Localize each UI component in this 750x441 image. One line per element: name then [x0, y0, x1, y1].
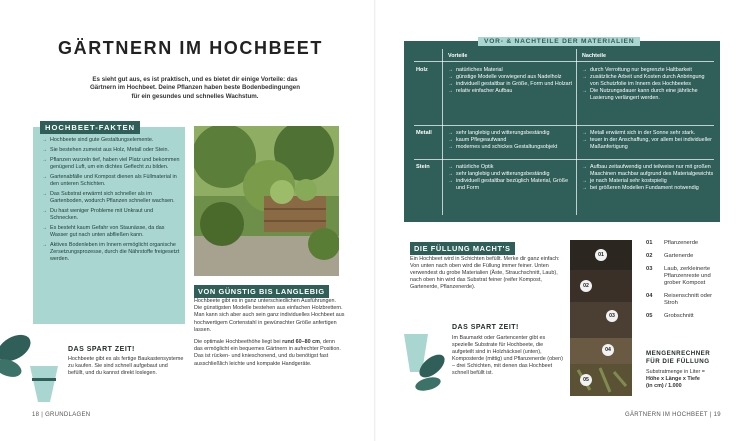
- layer-item: [646, 313, 722, 320]
- tip-body: Im Baumarkt oder Gartencenter gibt es spezielle Substrate für Hochbeete, die aufgeteilt sind in Holzhäcksel (unten), Komposterde (mittig) und Pflanzenerde (oben) – drei Schichten, mit denen das Hochbeet schnell befüllt ist.: [452, 335, 563, 376]
- cell-stein-vorteile: [448, 164, 574, 192]
- materials-table: [404, 41, 720, 222]
- section-title-von-guenstig: VON GÜNSTIG BIS LANGLEBIG: [194, 285, 329, 298]
- layer-item: [646, 240, 722, 247]
- formula-line: Höhe x Länge x Tiefe: [646, 376, 700, 382]
- list-item: → sehr langlebig und witterungsbeständig: [448, 130, 574, 137]
- calculator-body: [646, 369, 726, 390]
- page-footer-right: GÄRTNERN IM HOCHBEET | 19: [625, 412, 721, 418]
- table-rule: [576, 49, 577, 215]
- cell-metall-vorteile: [448, 130, 574, 151]
- layer-label: Pflanzenerde: [664, 240, 699, 246]
- list-item: → modernes und schickes Gestaltungsobjekt: [448, 144, 574, 151]
- list-item: → individuell gestaltbar in Größe, Form und Holzart: [448, 81, 574, 88]
- page-title: GÄRTNERN IM HOCHBEET: [58, 38, 323, 58]
- soil-layers-illustration: [570, 240, 632, 396]
- fact-item: → Das Substrat erwärmt sich schneller als im Gartenboden, wodurch Pflanzen schneller wachsen.: [42, 191, 180, 205]
- plant-pot-illustration: [0, 326, 66, 406]
- soil-layers-photo: [570, 240, 632, 396]
- list-item: → Aufbau zeitaufwendig und teilweise nur mit großen Maschinen machbar aufgrund des Materialgewichts: [582, 164, 714, 178]
- column-header-vorteile: Vorteile: [448, 53, 468, 59]
- layer-marker: 05: [580, 374, 592, 386]
- list-item: → durch Verrottung nur begrenzte Haltbarkeit: [582, 67, 714, 74]
- fact-item: → Sie bestehen zumeist aus Holz, Metall oder Stein.: [42, 147, 180, 154]
- cell-stein-nachteile: [582, 164, 714, 192]
- formula-line: (in cm) / 1.000: [646, 383, 682, 389]
- layer-number: 05: [646, 313, 653, 319]
- layer-item: [646, 253, 722, 260]
- facts-title: HOCHBEET-FAKTEN: [40, 121, 140, 134]
- row-header-metall: Metall: [416, 130, 432, 136]
- formula-line: Substratmenge in Liter =: [646, 369, 705, 375]
- table-rule: [414, 159, 714, 160]
- layer-number: 03: [646, 266, 653, 272]
- page-footer-left: 18 | GRUNDLAGEN: [32, 412, 91, 418]
- text-span: , denn das ermöglicht ein bequemes Gärtnern in aufrechter Position. Das ist rücken- und knieschonend, und du benötigst fast ausschließlich leichte und kompakte Handgeräte.: [194, 339, 341, 367]
- layer-label: Grobschnitt: [664, 313, 694, 319]
- list-item: → zusätzliche Arbeit und Kosten durch Anbringung von Schutzfolie im Innern des Hochbeetes: [582, 74, 714, 88]
- layer-item: [646, 266, 722, 287]
- tip-title: DAS SPART ZEIT!: [452, 324, 519, 331]
- layer-marker: 02: [580, 280, 592, 292]
- fact-item: → Gartenabfälle und Kompost dienen als Füllmaterial in den unteren Schichten.: [42, 174, 180, 188]
- cell-holz-nachteile: [582, 67, 714, 102]
- list-item: → kaum Pflegeaufwand: [448, 137, 574, 144]
- paragraph: [194, 339, 345, 368]
- tip-title: DAS SPART ZEIT!: [68, 346, 135, 353]
- fact-item: → Es besteht kaum Gefahr von Staunässe, da das Wasser gut nach unten abfließen kann.: [42, 225, 180, 239]
- cell-metall-nachteile: [582, 130, 714, 151]
- layer-legend: [646, 240, 722, 326]
- section-title-fuellung: DIE FÜLLUNG MACHT'S: [410, 242, 515, 255]
- list-item: → je nach Material sehr kostspielig: [582, 178, 714, 185]
- list-item: → sehr langlebig und witterungsbeständig: [448, 171, 574, 178]
- list-item: → bei größeren Modellen Fundament notwendig: [582, 185, 714, 192]
- list-item: → individuell gestaltbar bezüglich Material, Größe und Form: [448, 178, 574, 192]
- fact-item: → Du hast weniger Probleme mit Unkraut und Schnecken.: [42, 208, 180, 222]
- garden-illustration: [194, 126, 339, 276]
- paragraph: Hochbeete gibt es in ganz unterschiedlichen Ausführungen. Die günstigsten Modelle bestehen aus einfachen Holzbrettern. Man kann sich aber auch sein ganz individuelles Hochbeet aus hochwertigem Cortenstahl in gewünschter Größe anfertigen lassen.: [194, 298, 345, 333]
- layer-label: Reisenschnitt oder Stroh: [664, 293, 713, 306]
- fact-item: → Aktives Bodenleben im Innern ermöglicht organische Zersetzungsprozesse, durch die Nährstoffe freigesetzt werden.: [42, 242, 180, 263]
- list-item: → relativ einfacher Aufbau: [448, 88, 574, 95]
- list-item: → Die Nutzungsdauer kann durch eine jährliche Lasierung verlängert werden.: [582, 88, 714, 102]
- book-gutter: [374, 0, 376, 441]
- list-item: → teuer in der Anschaffung, vor allem bei individueller Maßanfertigung: [582, 137, 714, 151]
- intro-text: Es sieht gut aus, es ist praktisch, und es bietet dir einige Vorteile: das Gärtnern im Hochbeet. Deine Pflanzen haben beste Bodenbedingungen für ein gesundes und schnelles Wachstum.: [89, 76, 301, 100]
- layer-marker: 01: [595, 249, 607, 261]
- layer-number: 04: [646, 293, 653, 299]
- layer-marker: 03: [606, 310, 618, 322]
- list-item: → natürliche Optik: [448, 164, 574, 171]
- layer-label: Gartenerde: [664, 253, 694, 259]
- facts-list: [42, 137, 180, 266]
- table-rule: [414, 125, 714, 126]
- section-body-von-guenstig: [194, 298, 345, 373]
- layer-number: 02: [646, 253, 653, 259]
- text-span: Die optimale Hochbeethöhe liegt bei: [194, 339, 283, 346]
- table-title: VOR- & NACHTEILE DER MATERIALIEN: [478, 37, 640, 46]
- cell-holz-vorteile: [448, 67, 574, 95]
- plant-pot-illustration: [398, 326, 450, 396]
- column-header-nachteile: Nachteile: [582, 53, 606, 59]
- list-item: → Metall erwärmt sich in der Sonne sehr stark.: [582, 130, 714, 137]
- table-rule: [414, 61, 714, 62]
- fact-item: → Pflanzen wurzeln tief, haben viel Platz und bekommen genügend Luft, um ein dichtes Geflecht zu bilden.: [42, 157, 180, 171]
- tip-body: Hochbeete gibt es als fertige Baukastensysteme zu kaufen. Sie sind schnell aufgebaut und befüllt, und du kannst direkt loslegen.: [68, 356, 184, 376]
- raised-bed-photo: [194, 126, 339, 276]
- table-rule: [442, 49, 443, 215]
- section-body-fuellung: Ein Hochbeet wird in Schichten befüllt. Merke dir ganz einfach: Von unten nach oben wird die Füllung immer feiner. Unten verwendest du grobe Materialien (Äste, Strauchschnitt, Laub), nach oben hin wird das Substrat feiner (reifer Kompost, Gartenerde, Pflanzenerde).: [410, 256, 560, 290]
- calculator-title: MENGENRECHNER FÜR DIE FÜLLUNG: [646, 350, 711, 365]
- layer-marker: 04: [602, 344, 614, 356]
- layer-item: [646, 293, 722, 307]
- layer-label: Laub, zerkleinerte Pflanzenreste und grober Kompost: [664, 266, 711, 286]
- bold-span: rund 60–80 cm: [282, 339, 320, 346]
- list-item: → natürliches Material: [448, 67, 574, 74]
- layer-number: 01: [646, 240, 653, 246]
- fact-item: → Hochbeete sind gute Gestaltungselemente.: [42, 137, 180, 144]
- row-header-holz: Holz: [416, 67, 428, 73]
- row-header-stein: Stein: [416, 164, 430, 170]
- list-item: → günstige Modelle vorwiegend aus Nadelholz: [448, 74, 574, 81]
